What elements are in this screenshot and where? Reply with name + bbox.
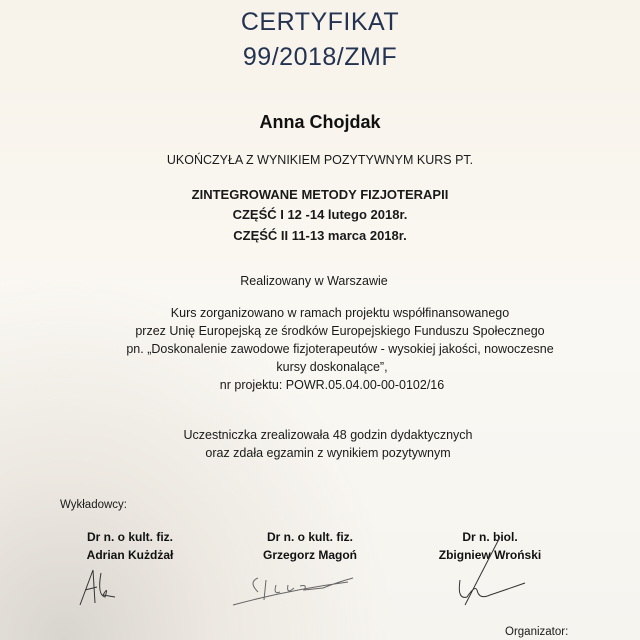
organizer-label: Organizator: [505, 626, 569, 638]
signature-2 [228, 570, 358, 610]
result-line-1: Uczestniczka zrealizowała 48 godzin dydaktycznych [183, 428, 473, 442]
location: Realizowany w Warszawie [240, 274, 388, 288]
course-name: ZINTEGROWANE METODY FIZJOTERAPII [191, 187, 449, 202]
lecturer-title: Dr n. o kult. fiz. [87, 530, 173, 544]
project-line-2: przez Unię Europejską ze środków Europejskiego Funduszu Społecznego [135, 324, 545, 338]
lecturers-label: Wykładowcy: [60, 499, 127, 511]
course-part-1: CZĘŚĆ I 12 -14 lutego 2018r. [232, 207, 408, 222]
participant-name: Anna Chojdak [259, 112, 381, 132]
project-line-3: pn. „Doskonalenie zawodowe fizjoterapeutów - wysokiej jakości, nowoczesne [126, 342, 554, 356]
lecturer-name: Zbigniew Wroński [438, 548, 542, 562]
lecturer-title: Dr n. biol. [462, 530, 518, 544]
lecturer-2 [250, 528, 370, 564]
signature-3 [455, 535, 535, 610]
lecturer-name: Adrian Kużdżał [86, 548, 174, 562]
project-line-1: Kurs zorganizowano w ramach projektu współfinansowanego [170, 306, 510, 320]
signature-1 [75, 565, 125, 610]
certificate-title: CERTYFIKAT [240, 8, 400, 36]
project-line-4: kursy doskonalące”, [276, 360, 388, 374]
lecturer-name: Grzegorz Magoń [262, 548, 357, 562]
project-number: nr projektu: POWR.05.04.00-00-0102/16 [219, 378, 445, 392]
completion-text: UKOŃCZYŁA Z WYNIKIEM POZYTYWNYM KURS PT. [166, 153, 474, 167]
course-part-2: CZĘŚĆ II 11-13 marca 2018r. [233, 228, 407, 243]
lecturer-title: Dr n. o kult. fiz. [267, 530, 353, 544]
lecturer-1 [70, 528, 190, 564]
certificate-number: 99/2018/ZMF [242, 43, 398, 71]
result-line-2: oraz zdała egzamin z wynikiem pozytywnym [205, 446, 451, 460]
